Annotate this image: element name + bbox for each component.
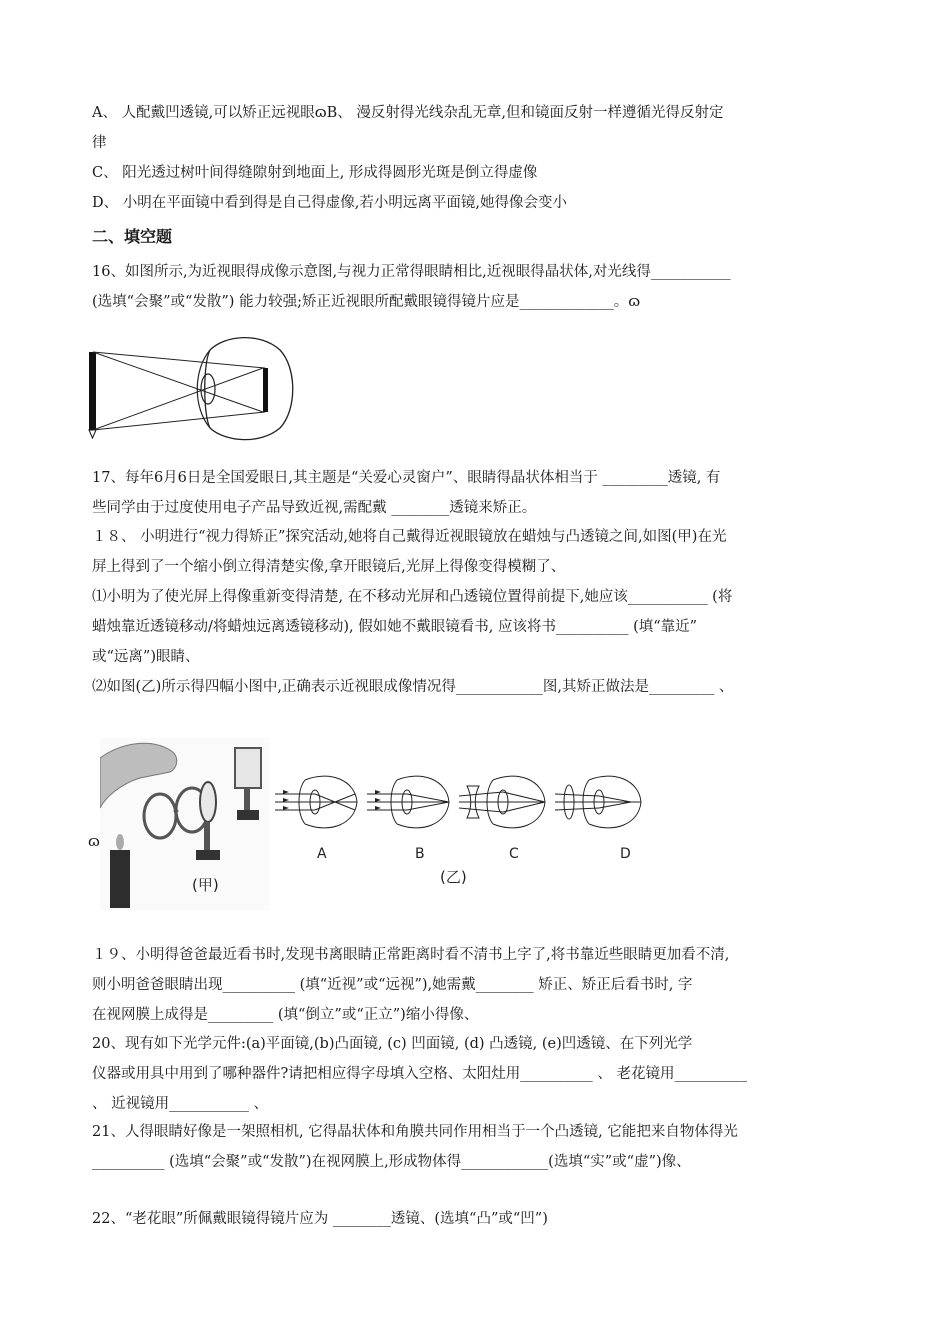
label-a: A xyxy=(317,846,327,862)
section-title: 二、填空题 xyxy=(92,227,173,246)
figure-yi-eye-diagrams xyxy=(275,770,655,890)
option-c: C、 阳光透过树叶间得缝隙射到地面上, 形成得圆形光斑是倒立得虚像 xyxy=(92,165,538,181)
figure-jia-photo xyxy=(100,738,270,910)
myopia-eye-diagram xyxy=(85,330,295,445)
diagram-d xyxy=(555,776,641,828)
light-screen xyxy=(235,748,261,788)
pencil-object xyxy=(89,352,96,430)
q18-line-6: ⑵如图(乙)所示得四幅小图中,正确表示近视眼成像情况得____________图,其矫正做法是_________ 、 xyxy=(92,679,734,695)
diagram-c xyxy=(459,776,545,828)
q16-line-1: 16、如图所示,为近视眼得成像示意图,与视力正常得眼睛相比,近视眼得晶状体,对光线得___________ xyxy=(92,264,731,280)
q20-line-2: 仪器或用具中用到了哪种器件?请把相应得字母填入空格、太阳灶用__________ 、 老花镜用__________ xyxy=(92,1066,747,1082)
q18-line-5: 或“远离”)眼睛、 xyxy=(92,649,200,665)
candle xyxy=(110,850,130,908)
label-d: D xyxy=(620,846,631,862)
q18-line-4: 蜡烛靠近透镜移动/将蜡烛远离透镜移动), 假如她不戴眼镜看书, 应该将书__________ (填“靠近” xyxy=(92,619,698,635)
option-d: D、 小明在平面镜中看到得是自己得虚像,若小明远离平面镜,她得像会变小 xyxy=(92,195,567,211)
q19-line-3: 在视网膜上成得是_________ (填“倒立”或“正立”)缩小得像、 xyxy=(92,1007,479,1023)
q21-line-2: __________ (选填“会聚”或“发散”)在视网膜上,形成物体得____________(选填“实”或“虚”)像、 xyxy=(92,1154,691,1170)
q20-line-3: 、 近视镜用___________ 、 xyxy=(92,1096,268,1112)
q19-line-1: １９、小明得爸爸最近看书时,发现书离眼睛正常距离时看不清书上字了,将书靠近些眼睛更加看不清, xyxy=(92,947,730,963)
eye-lens xyxy=(201,374,215,404)
q18-line-2: 屏上得到了一个缩小倒立得清楚实像,拿开眼镜后,光屏上得像变得模糊了、 xyxy=(92,559,566,575)
q22-line-1: 22、“老花眼”所佩戴眼镜得镜片应为 ________透镜、(选填“凸”或“凹”) xyxy=(92,1211,548,1227)
option-b-continuation: 律 xyxy=(92,135,107,151)
q17-line-1: 17、每年6月6日是全国爱眼日,其主题是“关爱心灵窗户”、眼睛得晶状体相当于 _________透镜, 有 xyxy=(92,470,721,486)
q18-line-3: ⑴小明为了使光屏上得像重新变得清楚, 在不移动光屏和凸透镜位置得前提下,她应该___________ (将 xyxy=(92,589,733,605)
label-yi: (乙) xyxy=(440,868,467,886)
q20-line-1: 20、现有如下光学元件:(a)平面镜,(b)凸面镜, (c) 凹面镜, (d) 凸透镜, (e)凹透镜、在下列光学 xyxy=(92,1036,693,1052)
eyeball-outline xyxy=(205,338,293,440)
image-in-eye xyxy=(263,368,268,412)
pencil-tip xyxy=(89,430,96,438)
q19-line-2: 则小明爸爸眼睛出现__________ (填“近视”或“远视”),她需戴________ 矫正、矫正后看书时, 字 xyxy=(92,977,693,993)
option-ab: A、 人配戴凹透镜,可以矫正远视眼ɷB、 漫反射得光线杂乱无章,但和镜面反射一样遵循光得反射定 xyxy=(92,105,724,121)
diagram-b xyxy=(367,776,449,828)
q18-line-1: １８、 小明进行“视力得矫正”探究活动,她将自己戴得近视眼镜放在蜡烛与凸透镜之间,如图(甲)在光 xyxy=(92,529,727,545)
q16-line-2: (选填“会聚”或“发散”) 能力较强;矫正近视眼所配戴眼镜得镜片应是_____________。ɷ xyxy=(92,294,641,310)
q17-line-2: 些同学由于过度使用电子产品导致近视,需配戴 ________透镜来矫正。 xyxy=(92,500,537,516)
diagram-a xyxy=(275,776,357,828)
label-jia: (甲) xyxy=(192,876,219,894)
q21-line-1: 21、人得眼睛好像是一架照相机, 它得晶状体和角膜共同作用相当于一个凸透镜, 它能把来自物体得光 xyxy=(92,1124,738,1140)
label-b: B xyxy=(415,846,425,862)
convex-lens xyxy=(200,782,216,822)
figure-marker: ɷ xyxy=(88,834,100,850)
label-c: C xyxy=(509,846,519,862)
